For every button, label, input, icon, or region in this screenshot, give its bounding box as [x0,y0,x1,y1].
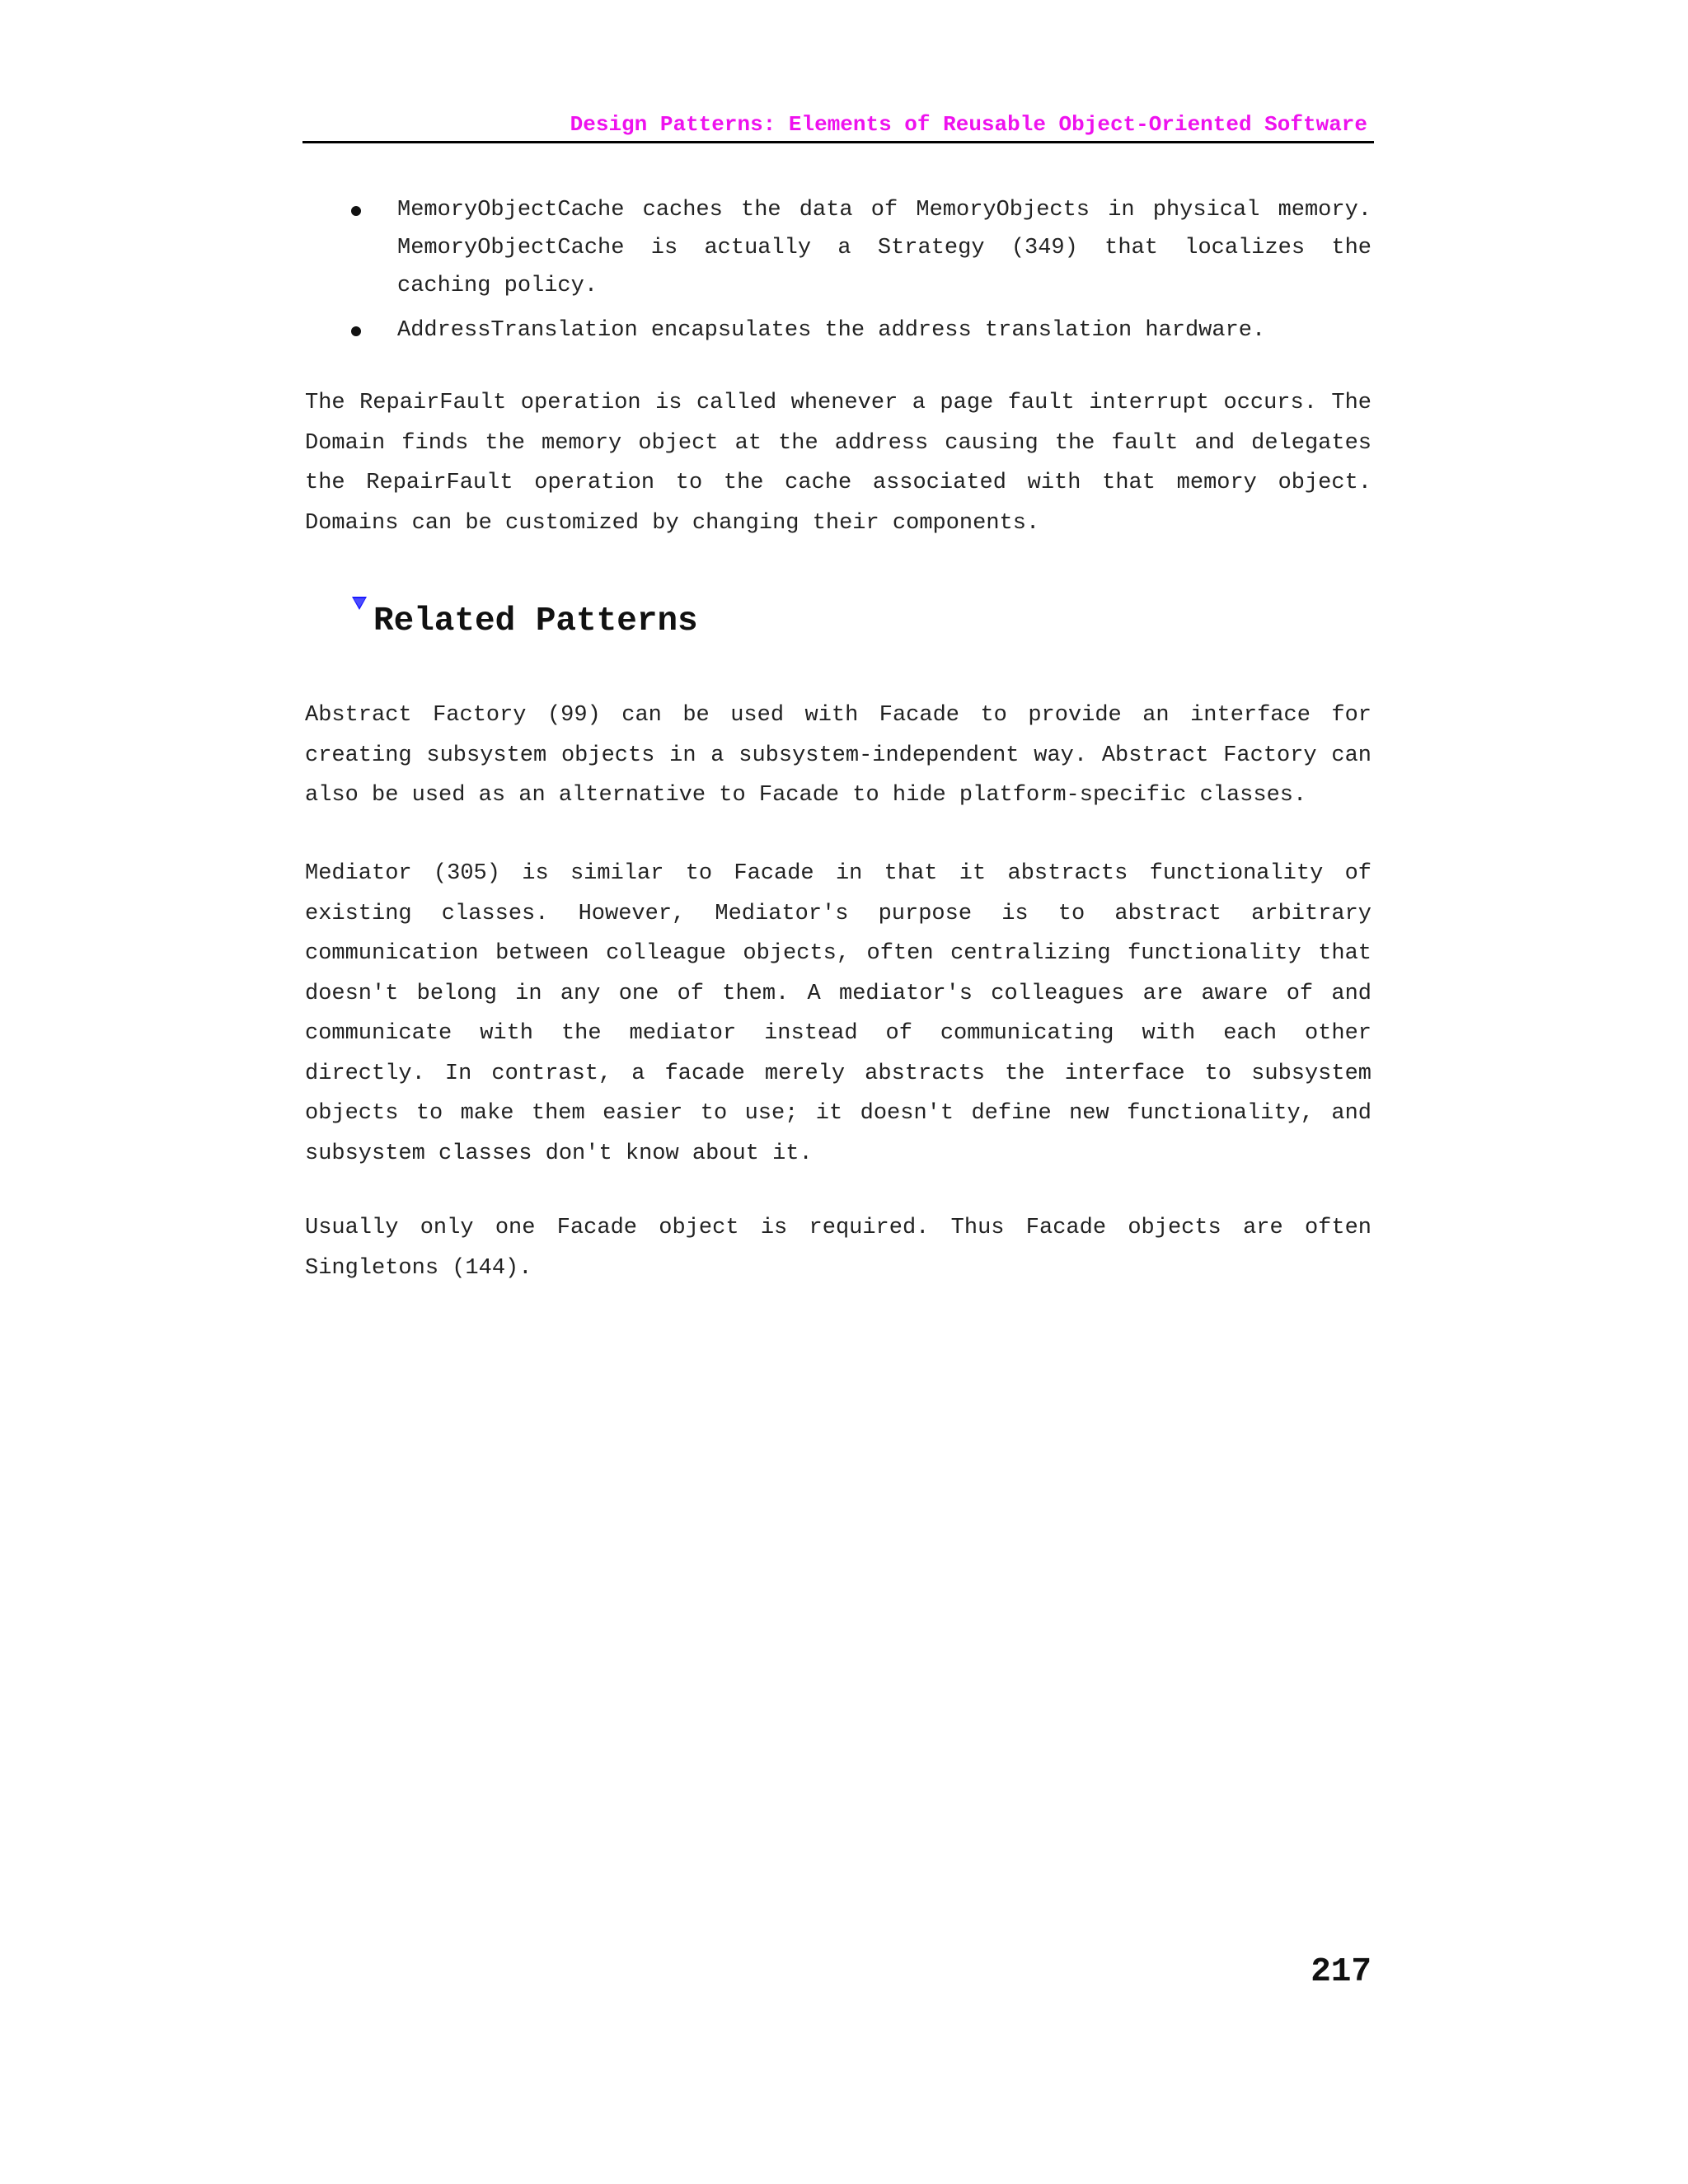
list-item [346,191,1372,305]
paragraph-mediator: Mediator (305) is similar to Facade in that it abstracts functionality of existing classes. However, Mediator's purpose is to abstract arbitrary communication between colleague objects, often centralizing functionality that doesn't belong in any one of them. A mediator's colleagues are aware of and communicate with the mediator instead of communicating with each other directly. In contrast, a facade merely abstracts the interface to subsystem objects to make them easier to use; it doesn't define new functionality, and subsystem classes don't know about it. [305,861,1372,1166]
list-item [346,312,1372,349]
paragraph-abstract-factory: Abstract Factory (99) can be used with Facade to provide an interface for creating subsystem objects in a subsystem-independent way. Abstract Factory can also be used as an alternative to Facade to hide platform-specific classes. [305,703,1372,808]
book-title: Design Patterns: Elements of Reusable Object-Oriented Software [570,112,1367,137]
section-heading [350,598,698,644]
list-item-text: MemoryObjectCache caches the data of MemoryObjects in physical memory. MemoryObjectCache is actually a Strategy (349) that localizes the caching policy. [397,198,1372,298]
paragraph-repair-fault: The RepairFault operation is called whenever a page fault interrupt occurs. The Domain finds the memory object at the address causing the fault and delegates the RepairFault operation to the cache associated with that memory object. Domains can be customized by changing their components. [305,391,1372,536]
page-number: 217 [1311,1953,1372,1991]
bullet-icon [351,326,361,336]
component-list [346,191,1372,356]
section-title: Related Patterns [373,602,698,640]
bullet-icon [351,206,361,216]
list-item-text: AddressTranslation encapsulates the address translation hardware. [397,318,1266,343]
triangle-down-icon[interactable] [350,593,368,618]
paragraph-singleton: Usually only one Facade object is required. Thus Facade objects are often Singletons (144). [305,1216,1372,1281]
running-header [302,109,1374,143]
